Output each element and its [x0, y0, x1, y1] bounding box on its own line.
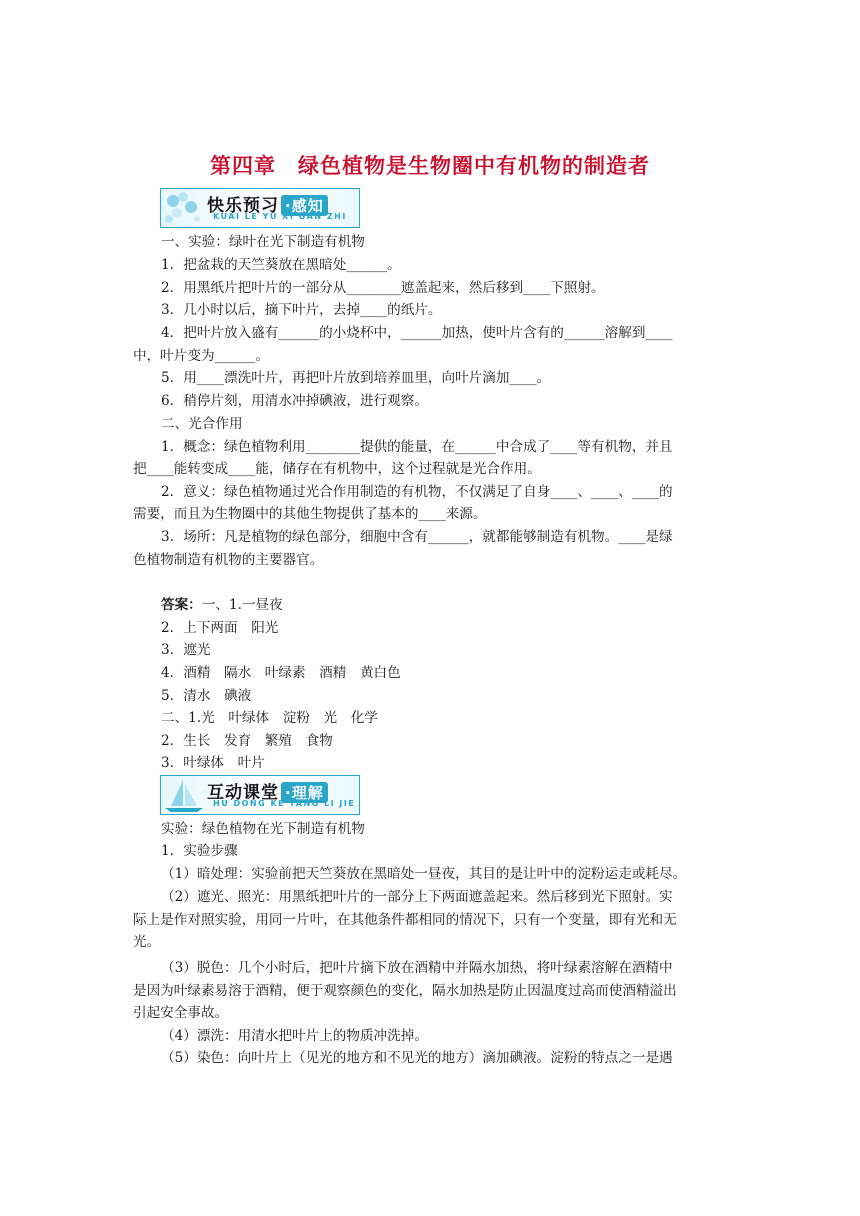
text-line: 是因为叶绿素易溶于酒精，便于观察颜色的变化，隔水加热是防止因温度过高而使酒精溢出 — [133, 983, 677, 999]
flower-decoration-icon — [161, 189, 207, 226]
text-line: 1．实验步骤 — [161, 843, 238, 859]
text-line: 3．几小时以后，摘下叶片，去掉____的纸片。 — [161, 302, 442, 318]
section-banner-preview — [160, 188, 360, 228]
answer-line: 4．酒精 隔水 叶绿素 酒精 黄白色 — [161, 665, 401, 681]
text-line: 把____能转变成____能，储存在有机物中，这个过程就是光合作用。 — [133, 461, 541, 477]
text-line: 2．用黑纸片把叶片的一部分从________遮盖起来，然后移到____下照射。 — [161, 280, 605, 296]
banner-title: 互动课堂 ·理解 — [207, 778, 328, 803]
answer-line: 5．清水 碘液 — [161, 688, 252, 704]
text-line: 1．把盆栽的天竺葵放在黑暗处______。 — [161, 257, 401, 273]
text-line: （4）漂洗：用清水把叶片上的物质冲洗掉。 — [161, 1028, 428, 1044]
text-line: 2．意义：绿色植物通过光合作用制造的有机物，不仅满足了自身____、____、____的 — [161, 484, 673, 500]
banner-tag: ·理解 — [281, 782, 328, 803]
text-line: （1）暗处理：实验前把天竺葵放在黑暗处一昼夜，其目的是让叶中的淀粉运走或耗尽。 — [161, 866, 687, 882]
answer-line: 3．遮光 — [161, 642, 211, 658]
answer-line: 二、1.光 叶绿体 淀粉 光 化学 — [161, 710, 378, 726]
answer-line: 答案：一、1.一昼夜 — [161, 597, 283, 613]
answer-line: 3．叶绿体 叶片 — [161, 755, 265, 771]
text-line: （3）脱色：几个小时后，把叶片摘下放在酒精中并隔水加热，将叶绿素溶解在酒精中 — [161, 960, 673, 976]
text-line: 一、实验：绿叶在光下制造有机物 — [161, 234, 365, 250]
text-line: 5．用____漂洗叶片，再把叶片放到培养皿里，向叶片滴加____。 — [161, 370, 551, 386]
text-line: 中，叶片变为______。 — [133, 348, 269, 364]
banner-tag: ·感知 — [281, 195, 328, 216]
text-line: 际上是作对照实验，用同一片叶，在其他条件都相同的情况下，只有一个变量，即有光和无 — [133, 912, 677, 928]
text-line: 引起安全事故。 — [133, 1005, 229, 1021]
banner-title: 快乐预习 ·感知 — [207, 191, 328, 216]
text-line: 需要，而且为生物圈中的其他生物提供了基本的____来源。 — [133, 506, 487, 522]
text-line: 色植物制造有机物的主要器官。 — [133, 552, 324, 568]
text-line: 实验：绿色植物在光下制造有机物 — [161, 821, 365, 837]
answer-label: 答案： — [161, 597, 202, 613]
chapter-title: 第四章 绿色植物是生物圈中有机物的制造者 — [210, 153, 650, 178]
banner-pinyin: HU DONG KE TANG LI JIE — [213, 799, 356, 808]
text-line: 光。 — [133, 934, 161, 950]
answer-line: 2．生长 发育 繁殖 食物 — [161, 733, 333, 749]
text-line: （5）染色：向叶片上（见光的地方和不见光的地方）滴加碘液。淀粉的特点之一是遇 — [161, 1050, 673, 1066]
sailboat-decoration-icon — [161, 776, 207, 813]
text-line: 4．把叶片放入盛有______的小烧杯中，______加热，使叶片含有的______溶解到____ — [161, 325, 673, 341]
text-line: 3．场所：凡是植物的绿色部分，细胞中含有______，就都能够制造有机物。____是绿 — [161, 529, 673, 545]
text-line: 6．稍停片刻，用清水冲掉碘液，进行观察。 — [161, 393, 428, 409]
section-banner-classroom — [160, 775, 360, 815]
banner-pinyin: KUAI LE YU XI GAN ZHI — [213, 212, 347, 221]
text-line: 二、光合作用 — [161, 416, 243, 432]
text-line: 1．概念：绿色植物利用________提供的能量，在______中合成了____等有机物，并且 — [161, 439, 673, 455]
answer-line: 2．上下两面 阳光 — [161, 620, 279, 636]
text-line: （2）遮光、照光：用黑纸把叶片的一部分上下两面遮盖起来。然后移到光下照射。实 — [161, 889, 673, 905]
